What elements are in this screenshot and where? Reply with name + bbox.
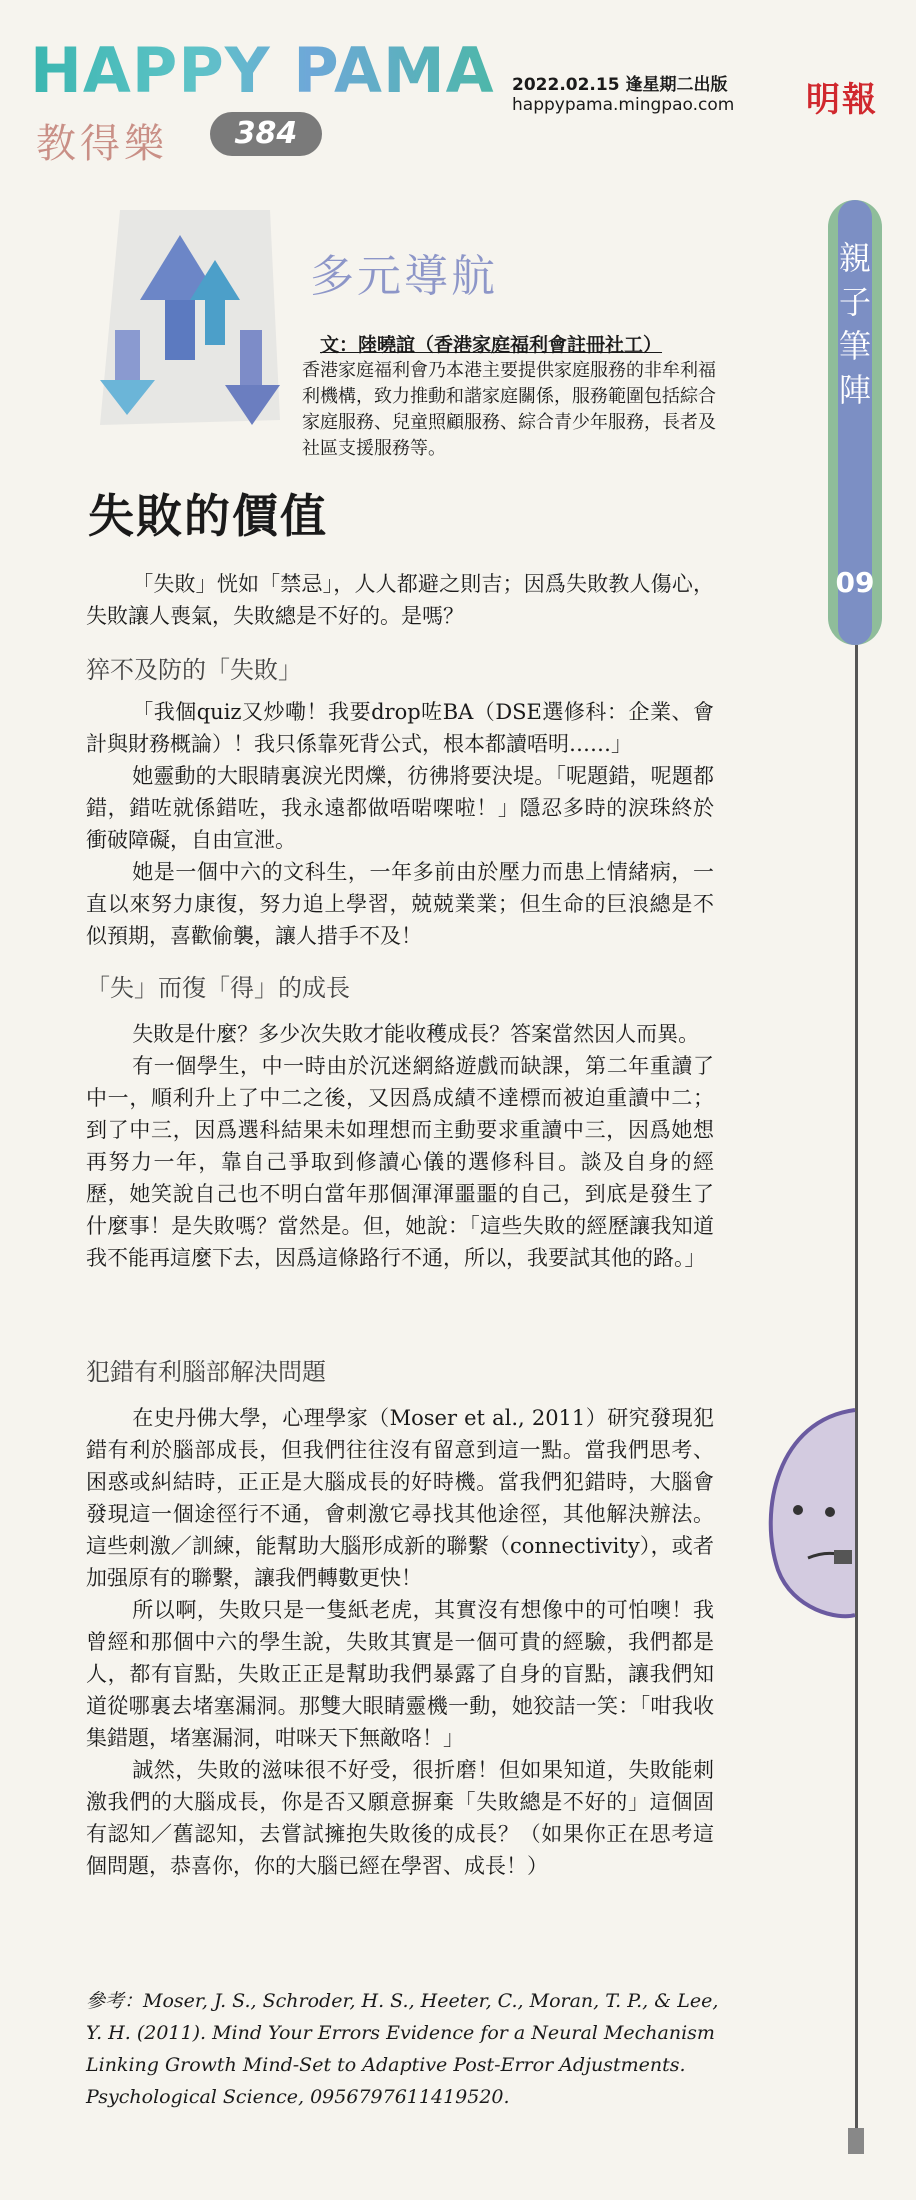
references: 參考：Moser, J. S., Schroder, H. S., Heeter, C., Moran, T. P., & Lee, Y. H. (2011). Mind Your Errors Evidence for a Neural Mechanism Linking Growth Mind-Set to Adaptive Post-Error Adjustments. Psychological Science, 0956797611419520. <box>86 1990 719 2108</box>
supplement-subtitle: 教得樂 <box>36 121 168 167</box>
dateline: 2022.02.15 逢星期二出版 <box>512 75 728 95</box>
section-label: 多元導航 <box>310 251 498 302</box>
arrows-illustration <box>80 190 300 440</box>
subheading-1: 猝不及防的「失敗」 <box>86 656 302 684</box>
intro-paragraph: 「失敗」恍如「禁忌」，人人都避之則吉；因爲失敗教人傷心，失敗讓人喪氣，失敗總是不好的。是嗎？ <box>86 572 714 628</box>
guide-line <box>855 645 858 2130</box>
website: happypama.mingpao.com <box>512 95 735 115</box>
section-3-body: 在史丹佛大學，心理學家（Moser et al., 2011）研究發現犯錯有利於腦部成長，但我們往往沒有留意到這一點。當我們思考、困惑或糾結時，正正是大腦成長的好時機。當我們犯錯時，大腦會發現這一個途徑行不通，會刺激它尋找其他途徑，其他解決辦法。這些刺激／訓練，能幫助大腦形成新的聯繫（connectivity），或者加强原有的聯繫，讓我們轉數更快！ 所以啊，失敗只是一隻紙老虎，其實沒有想像中的可怕噢！我曾經和那個中六的學生說，失敗其實是一個可貴的經驗，我們都是人，都有盲點，失敗正正是幫助我們暴露了自身的盲點，讓我們知道從哪裏去堵塞漏洞。那雙大眼睛靈機一動，她狡詰一笑：「咁我收集錯題，堵塞漏洞，咁咪天下無敵咯！」 誠然，失敗的滋味很不好受，很折磨！但如果知道，失敗能刺激我們的大腦成長，你是否又願意摒棄「失敗總是不好的」這個固有認知／舊認知，去嘗試擁抱失敗後的成長？（如果你正在思考這個問題，恭喜你，你的大腦已經在學習、成長！） <box>86 1406 714 1878</box>
section-1-body: 「我個quiz又炒嘞！我要drop咗BA（DSE選修科：企業、會計與財務概論）！我只係靠死背公式，根本都讀唔明……」 她靈動的大眼睛裏淚光閃爍，彷彿將要決堤。「呢題錯，呢題都錯，錯咗就係錯咗，我永遠都做唔啱㗎啦！」隱忍多時的淚珠終於衝破障礙，自由宣泄。 她是一個中六的文科生，一年多前由於壓力而患上情緒病，一直以來努力康復，努力追上學習，兢兢業業；但生命的巨浪總是不似預期，喜歡偷襲，讓人措手不及！ <box>86 700 714 948</box>
author-byline: 文：陸曉誼（香港家庭福利會註冊社工） <box>320 334 663 356</box>
guide-end <box>848 2128 864 2154</box>
logo: HAPPY PAMA <box>30 34 495 107</box>
face-illustration <box>738 1400 878 1630</box>
issue-badge: 384 <box>210 112 322 156</box>
newspaper-logo: 明報 <box>806 80 878 120</box>
subheading-3: 犯錯有利腦部解決問題 <box>86 1358 326 1386</box>
headline: 失敗的價值 <box>88 489 328 543</box>
page-number: 09 <box>835 566 875 599</box>
column-title: 親子筆陣 <box>838 239 871 409</box>
author-bio: 香港家庭福利會乃本港主要提供家庭服務的非牟利福利機構，致力推動和諧家庭關係，服務範圍包括綜合家庭服務、兒童照顧服務、綜合青少年服務，長者及社區支援服務等。 <box>302 360 716 459</box>
section-2-body: 失敗是什麼？多少次失敗才能收穫成長？答案當然因人而異。 有一個學生，中一時由於沉迷網絡遊戲而缺課，第二年重讀了中一，順利升上了中二之後，又因爲成績不達標而被迫重讀中二；到了中三，因爲選科結果未如理想而主動要求重讀中三，因爲她想再努力一年，靠自己爭取到修讀心儀的選修科目。談及自身的經歷，她笑說自己也不明白當年那個渾渾噩噩的自己，到底是發生了什麼事！是失敗嗎？當然是。但，她說：「這些失敗的經歷讓我知道我不能再這麼下去，因爲這條路行不通，所以，我要試其他的路。」 <box>86 1022 714 1270</box>
subheading-2: 「失」而復「得」的成長 <box>86 974 350 1002</box>
